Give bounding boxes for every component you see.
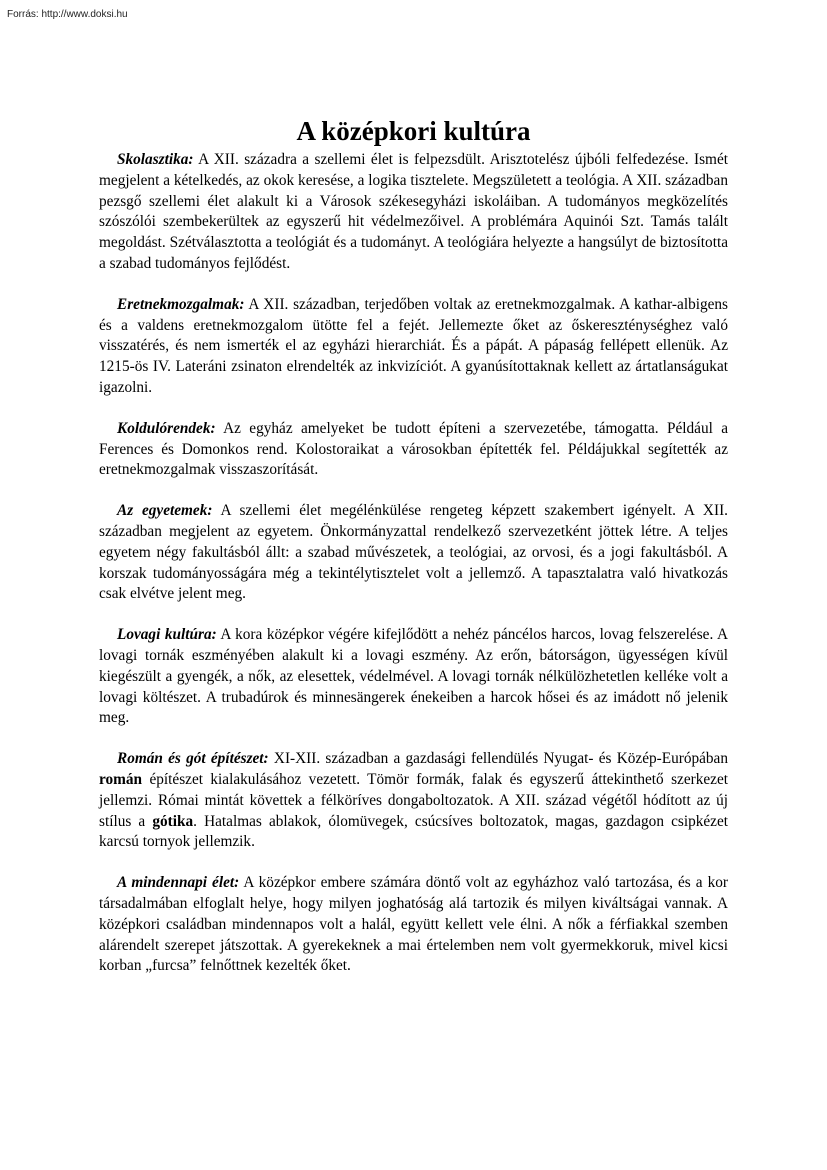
paragraph-text-b: építészet kialakulásához vezetett. Tömör formák, falak és egyszerű áttekinthető szerkezet jellemzi. Római mintát követtek a félköríves dongaboltozatok. A XII. század végétől hódított az új stílus a: [99, 770, 728, 830]
paragraph-text: A XII. században, terjedőben voltak az eretnekmozgalmak. A kathar-albigens és a valdens eretnekmozgalom ütötte fel a fejét. Jellemezte őket az őskereszténységhez való visszatérés, és nem ismerték el az egyházi hierarchiát. És a pápát. A pápaság fellépett ellenük. Az 1215-ös IV. Lateráni zsinaton elrendelték az inkvizíciót. A gyanúsítottaknak kellett az ártatlanságukat igazolni.: [99, 295, 729, 396]
term-skolasztika: Skolasztika:: [117, 151, 194, 168]
term-lovagi-kultura: Lovagi kultúra:: [117, 626, 217, 644]
paragraph-text: Az egyház amelyeket be tudott építeni a szervezetébe, támogatta. Például a Ferences és Domonkos rend. Kolostoraikat a városokban építették fel. Példájukkal segítették az eretnekmozgalmak visszaszorítását.: [99, 419, 728, 479]
paragraph-eretnekmozgalmak: [99, 295, 728, 399]
paragraph-text: A kora középkor végére kifejlődött a nehéz páncélos harcos, lovag felszerelése. A lovagi tornák eszményében alakult ki a lovagi eszmény. Az erőn, bátorságon, ügyességen kívül kiegészült a gyengék, a nők, az elesettek, védelmével. A lovagi tornák nélkülözhetetlen kelléke volt a lovagi költészet. A trubadúrok és minnesängerek énekeiben a harcok hősei és az imádott nő jelenik meg.: [99, 626, 728, 727]
document-body: [99, 150, 728, 997]
bold-gotika: gótika: [152, 812, 194, 830]
term-eretnekmozgalmak: Eretnekmozgalmak:: [117, 295, 245, 313]
source-label: Forrás: http://www.doksi.hu: [7, 9, 128, 20]
bold-roman: román: [99, 770, 143, 788]
paragraph-text-c: . Hatalmas ablakok, ólomüvegek, csúcsíves boltozatok, magas, gazdagon csipkézet karcsú tornyok jellemzik.: [99, 812, 728, 851]
paragraph-text: A középkor embere számára döntő volt az egyházhoz való tartozása, és a kor társadalmában elfoglalt helye, hogy milyen joghatóság alá tartozik és milyen kiváltságai vannak. A középkori családban mindennapos volt a halál, együtt kellett vele élni. A nők a férfiakkal szemben alárendelt szerepet játszottak. A gyerekeknek a mai értelemben nem volt gyermekkoruk, mivel kicsi korban „furcsa” felnőttnek kezelték őket.: [99, 874, 728, 975]
term-roman-es-got: Román és gót építészet:: [117, 750, 269, 768]
paragraph-koldulorendek: [99, 419, 728, 481]
paragraph-mindennapi-elet: [99, 873, 728, 977]
term-koldulorendek: Koldulórendek:: [117, 419, 216, 437]
paragraph-lovagi-kultura: [99, 625, 728, 729]
paragraph-text: A szellemi élet megélénkülése rengeteg képzett szakembert igényelt. A XII. században megjelent az egyetem. Önkormányzattal rendelkező szervezetként jöttek létre. A teljes egyetem négy fakultásból állt: a szabad művészetek, a teológiai, az orvosi, és a jogi fakultásból. A korszak tudományosságára még a tekintélytisztelet volt a jellemző. A tapasztalatra való hivatkozás csak elvétve jelent meg.: [99, 502, 728, 603]
paragraph-egyetemek: [99, 501, 728, 605]
page-title: A középkori kultúra: [296, 116, 531, 147]
term-mindennapi-elet: A mindennapi élet:: [117, 874, 240, 892]
paragraph-text-a: XI-XII. században a gazdasági fellendülés Nyugat- és Közép-Európában: [273, 750, 728, 768]
paragraph-text: A XII. századra a szellemi élet is felpezsdült. Arisztotelész újbóli felfedezése. Ismét megjelent a kételkedés, az okok keresése, a logika tisztelete. Megszületett a teológia. A XII. században pezsgő szellemi élet alakult ki a Városok székesegyházi iskoláiban. A tudományos megközelítés szószólói szembekerültek az egyszerű hit védelmezőivel. A problémára Aquinói Szt. Tamás talált megoldást. Szétválasztotta a teológiát és a tudományt. A teológiára helyezte a hangsúlyt de biztosította a szabad tudományos fejlődést.: [99, 151, 728, 272]
term-egyetemek: Az egyetemek:: [117, 502, 213, 520]
paragraph-skolasztika: [99, 150, 728, 275]
paragraph-roman-es-got: [99, 749, 728, 853]
